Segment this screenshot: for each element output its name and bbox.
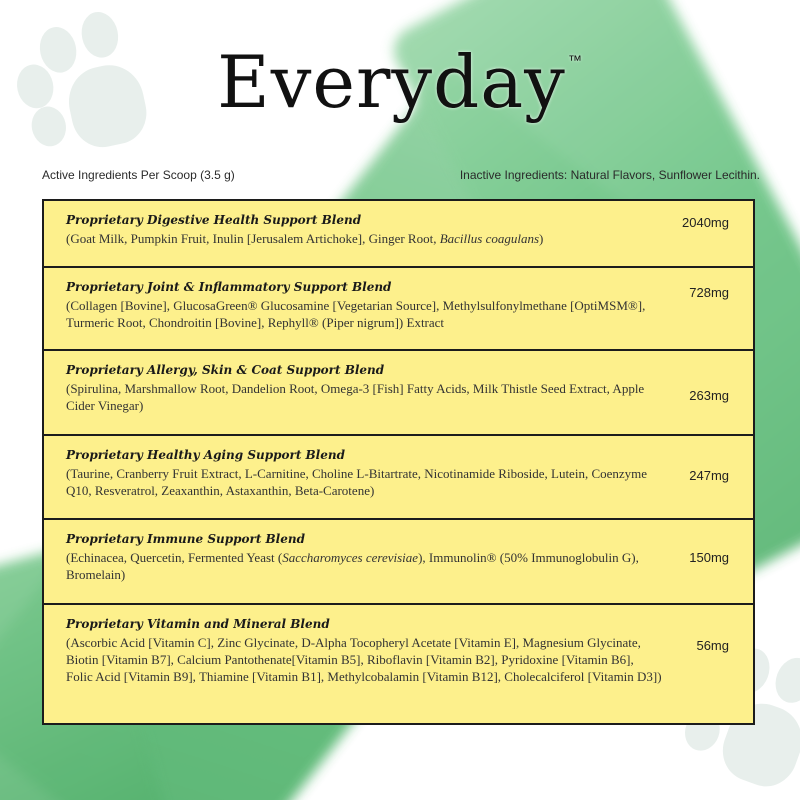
- blend-name: Proprietary Allergy, Skin & Coat Support Blend: [66, 363, 385, 377]
- blend-amount: 150mg: [689, 550, 729, 565]
- blend-ingredients: (Ascorbic Acid [Vitamin C], Zinc Glycinate, D-Alpha Tocopheryl Acetate [Vitamin E], Magnesium Glycinate, Biotin [Vitamin B7], Calcium Pantothenate[Vitamin B5], Riboflavin [Vitamin B2], Pyridoxine [Vitamin B6], Folic Acid [Vitamin B9], Thiamine [Vitamin B1], Methylcobalamin [Vitamin B12], Cholecalciferol [Vitamin D3]): [66, 635, 662, 684]
- blend-amount: 263mg: [689, 388, 729, 403]
- blend-name: Proprietary Immune Support Blend: [66, 532, 305, 546]
- blend-ingredients: (Echinacea, Quercetin, Fermented Yeast (Saccharomyces cerevisiae), Immunolin® (50% Immunoglobulin G), Bromelain): [66, 550, 639, 582]
- blend-ingredients: (Spirulina, Marshmallow Root, Dandelion Root, Omega-3 [Fish] Fatty Acids, Milk Thistle Seed Extract, Apple Cider Vinegar): [66, 381, 645, 413]
- active-ingredients-label: Active Ingredients Per Scoop (3.5 g): [42, 168, 235, 182]
- blend-amount: 2040mg: [682, 215, 729, 230]
- blend-row: [44, 436, 753, 520]
- blend-row: [44, 268, 753, 351]
- blend-row: [44, 351, 753, 436]
- blend-ingredients: (Collagen [Bovine], GlucosaGreen® Glucosamine [Vegetarian Source], Methylsulfonylmethane [OptiMSM®], Turmeric Root, Chondroitin [Bovine], Rephyll® (Piper nigrum]) Extract: [66, 298, 646, 330]
- product-title: [0, 40, 800, 124]
- trademark-symbol: ™: [567, 52, 583, 68]
- ingredients-table: [42, 199, 755, 725]
- blend-name: Proprietary Healthy Aging Support Blend: [66, 448, 345, 462]
- blend-amount: 728mg: [689, 285, 729, 300]
- product-title-text: Everyday: [217, 40, 566, 124]
- blend-name: Proprietary Vitamin and Mineral Blend: [66, 617, 330, 631]
- blend-name: Proprietary Digestive Health Support Blend: [66, 213, 362, 227]
- blend-row: [44, 605, 753, 723]
- blend-name: Proprietary Joint & Inflammatory Support Blend: [66, 280, 392, 294]
- blend-amount: 56mg: [696, 638, 729, 653]
- blend-ingredients: (Taurine, Cranberry Fruit Extract, L-Carnitine, Choline L-Bitartrate, Nicotinamide Riboside, Lutein, Coenzyme Q10, Resveratrol, Zeaxanthin, Astaxanthin, Beta-Carotene): [66, 466, 648, 498]
- inactive-ingredients-label: Inactive Ingredients: Natural Flavors, Sunflower Lecithin.: [459, 168, 760, 182]
- blend-ingredients: (Goat Milk, Pumpkin Fruit, Inulin [Jerusalem Artichoke], Ginger Root, Bacillus coagulans): [66, 231, 544, 246]
- blend-row: [44, 520, 753, 605]
- blend-row: [44, 201, 753, 268]
- blend-amount: 247mg: [689, 468, 729, 483]
